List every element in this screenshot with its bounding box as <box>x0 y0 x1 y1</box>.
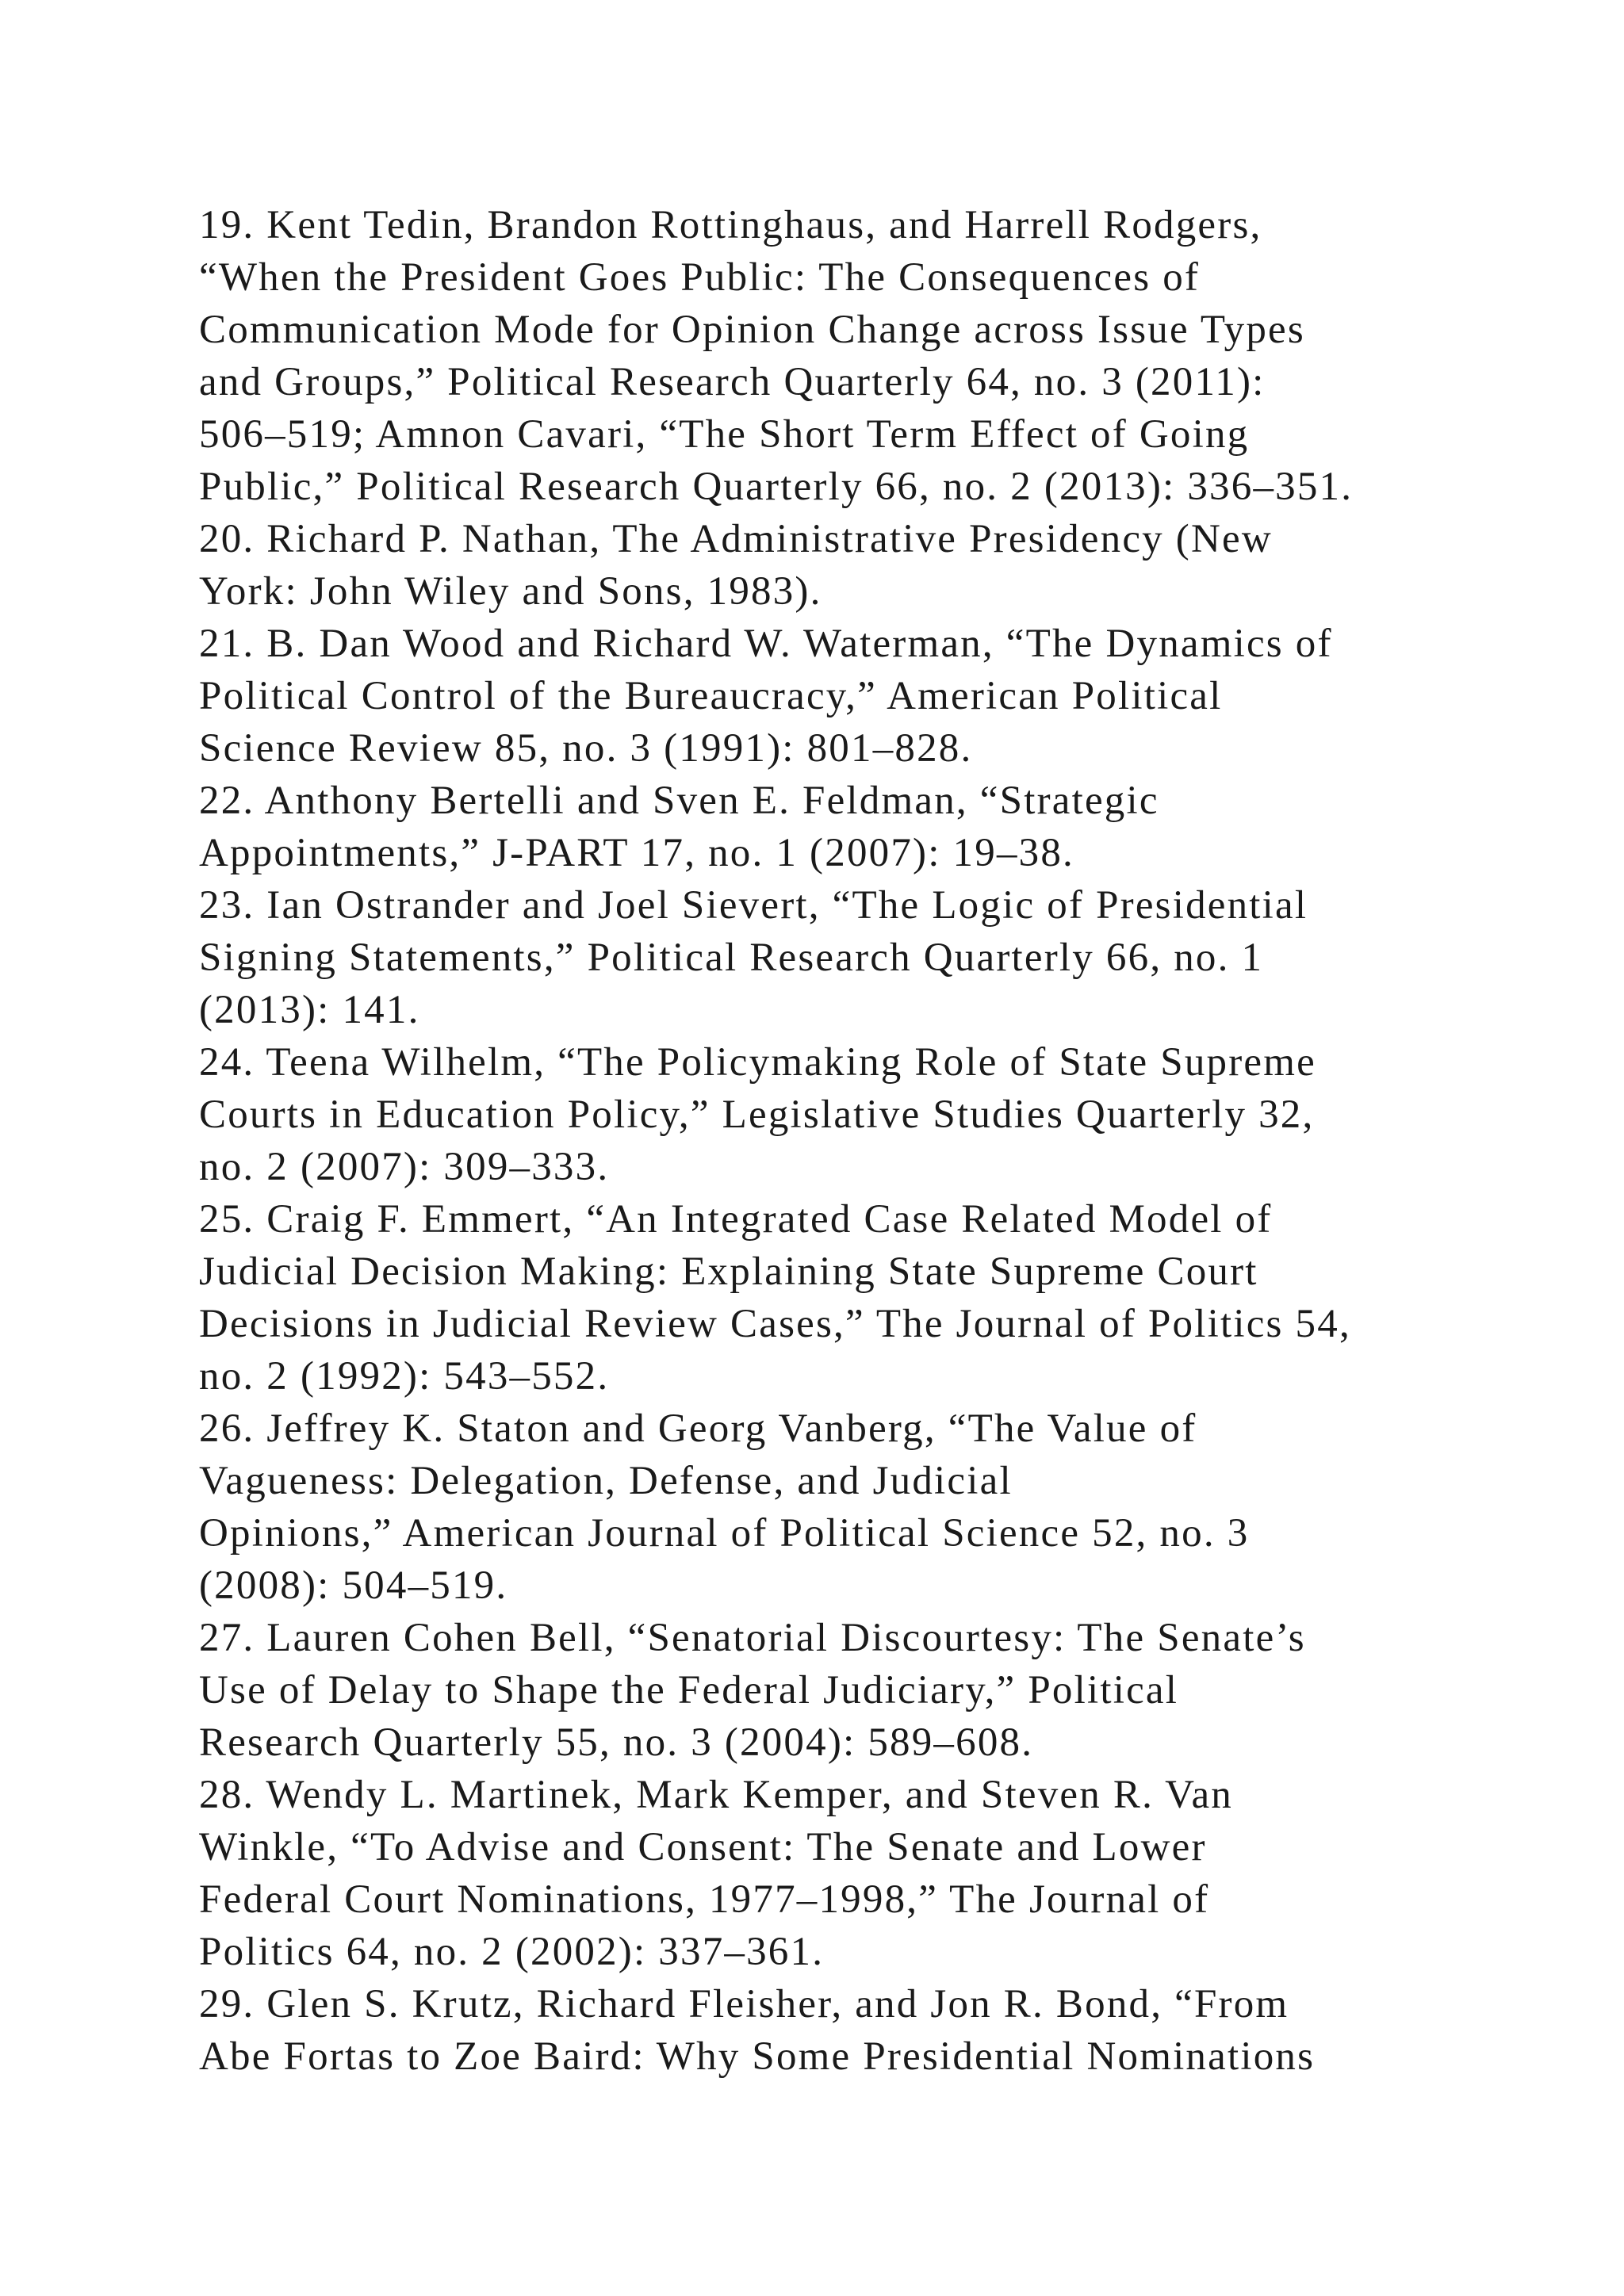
text-line: Science Review 85, no. 3 (1991): 801–828. <box>199 726 973 771</box>
text-line: Judicial Decision Making: Explaining State Supreme Court <box>199 1249 1258 1294</box>
text-line: “When the President Goes Public: The Consequences of <box>199 255 1201 300</box>
text-line: Decisions in Judicial Review Cases,” The Journal of Politics 54, <box>199 1302 1351 1346</box>
text-line: 23. Ian Ostrander and Joel Sievert, “The Logic of Presidential <box>199 883 1308 928</box>
text-line: 24. Teena Wilhelm, “The Policymaking Role of State Supreme <box>199 1040 1316 1085</box>
text-line: Public,” Political Research Quarterly 66, no. 2 (2013): 336–351. <box>199 465 1354 509</box>
text-line: 27. Lauren Cohen Bell, “Senatorial Discourtesy: The Senate’s <box>199 1616 1306 1660</box>
text-line: no. 2 (2007): 309–333. <box>199 1145 610 1189</box>
text-line: (2013): 141. <box>199 988 420 1032</box>
text-line: Federal Court Nominations, 1977–1998,” The Journal of <box>199 1877 1210 1922</box>
text-line: Research Quarterly 55, no. 3 (2004): 589–608. <box>199 1720 1034 1765</box>
text-line: 28. Wendy L. Martinek, Mark Kemper, and Steven R. Van <box>199 1773 1233 1817</box>
text-line: 22. Anthony Bertelli and Sven E. Feldman, “Strategic <box>199 779 1159 823</box>
text-line: Signing Statements,” Political Research Quarterly 66, no. 1 <box>199 936 1264 980</box>
text-line: Political Control of the Bureaucracy,” American Political <box>199 674 1223 718</box>
text-line: 19. Kent Tedin, Brandon Rottinghaus, and Harrell Rodgers, <box>199 203 1262 247</box>
text-line: 29. Glen S. Krutz, Richard Fleisher, and Jon R. Bond, “From <box>199 1982 1289 2026</box>
text-line: 506–519; Amnon Cavari, “The Short Term Effect of Going <box>199 412 1250 457</box>
text-line: (2008): 504–519. <box>199 1563 508 1608</box>
text-line: 21. B. Dan Wood and Richard W. Waterman, “The Dynamics of <box>199 622 1333 666</box>
text-line: Vagueness: Delegation, Defense, and Judicial <box>199 1459 1013 1503</box>
text-line: Use of Delay to Shape the Federal Judiciary,” Political <box>199 1668 1179 1712</box>
text-line: 26. Jeffrey K. Staton and Georg Vanberg, “The Value of <box>199 1406 1197 1451</box>
text-line: 25. Craig F. Emmert, “An Integrated Case Related Model of <box>199 1197 1273 1242</box>
text-line: Courts in Education Policy,” Legislative Studies Quarterly 32, <box>199 1093 1315 1137</box>
text-line: York: John Wiley and Sons, 1983). <box>199 569 822 614</box>
text-line: Opinions,” American Journal of Political Science 52, no. 3 <box>199 1511 1250 1556</box>
endnotes-text <box>199 199 1500 2083</box>
text-line: Appointments,” J-PART 17, no. 1 (2007): 19–38. <box>199 831 1074 875</box>
text-line: Winkle, “To Advise and Consent: The Senate and Lower <box>199 1825 1207 1869</box>
text-line: no. 2 (1992): 543–552. <box>199 1354 610 1399</box>
text-line: Communication Mode for Opinion Change across Issue Types <box>199 308 1305 352</box>
text-line: Abe Fortas to Zoe Baird: Why Some Presidential Nominations <box>199 2034 1316 2079</box>
text-line: 20. Richard P. Nathan, The Administrative Presidency (New <box>199 517 1273 561</box>
text-line: Politics 64, no. 2 (2002): 337–361. <box>199 1930 825 1974</box>
text-line: and Groups,” Political Research Quarterly 64, no. 3 (2011): <box>199 360 1266 404</box>
